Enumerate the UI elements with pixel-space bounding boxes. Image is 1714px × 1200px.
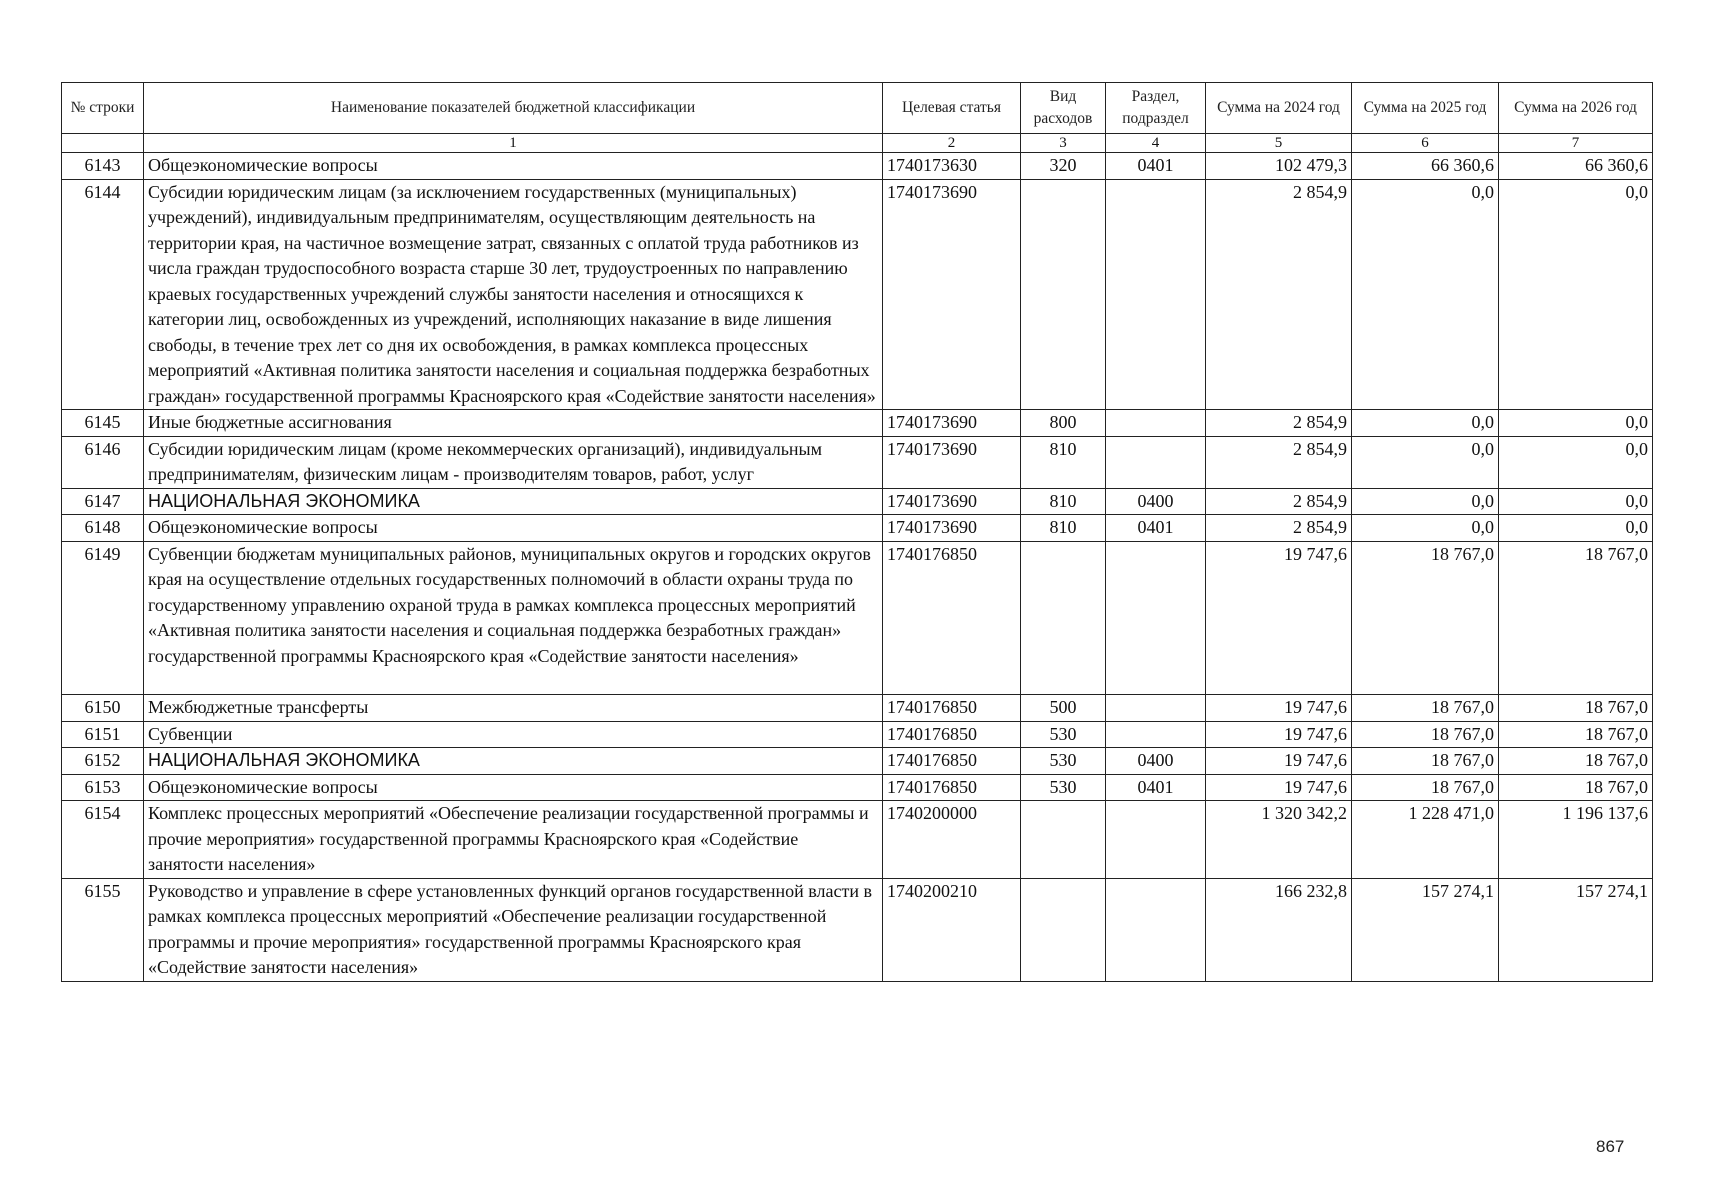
row-target-article: 1740173630 bbox=[883, 153, 1021, 180]
row-target-article: 1740173690 bbox=[883, 436, 1021, 488]
row-target-article: 1740176850 bbox=[883, 695, 1021, 722]
row-sum-2025: 0,0 bbox=[1352, 179, 1499, 410]
row-target-article: 1740173690 bbox=[883, 488, 1021, 515]
row-number: 6144 bbox=[62, 179, 144, 410]
row-sum-2026: 18 767,0 bbox=[1499, 774, 1653, 801]
row-expense-kind: 530 bbox=[1021, 721, 1106, 748]
header-sum-2024: Сумма на 2024 год bbox=[1206, 83, 1352, 134]
header-section: Раздел, подраздел bbox=[1106, 83, 1206, 134]
row-expense-kind: 530 bbox=[1021, 774, 1106, 801]
row-expense-kind bbox=[1021, 878, 1106, 981]
row-expense-kind: 530 bbox=[1021, 748, 1106, 775]
row-target-article: 1740173690 bbox=[883, 179, 1021, 410]
row-expense-kind: 810 bbox=[1021, 515, 1106, 542]
row-section: 0401 bbox=[1106, 515, 1206, 542]
column-number: 1 bbox=[144, 134, 883, 153]
table-row bbox=[62, 179, 1653, 410]
row-section bbox=[1106, 410, 1206, 437]
column-number: 4 bbox=[1106, 134, 1206, 153]
column-number: 5 bbox=[1206, 134, 1352, 153]
row-target-article: 1740176850 bbox=[883, 541, 1021, 695]
row-number: 6146 bbox=[62, 436, 144, 488]
row-target-article: 1740173690 bbox=[883, 515, 1021, 542]
table-row bbox=[62, 748, 1653, 775]
row-sum-2024: 102 479,3 bbox=[1206, 153, 1352, 180]
row-sum-2026: 157 274,1 bbox=[1499, 878, 1653, 981]
table-row bbox=[62, 410, 1653, 437]
row-section: 0401 bbox=[1106, 774, 1206, 801]
table-row bbox=[62, 695, 1653, 722]
table-row bbox=[62, 878, 1653, 981]
row-sum-2025: 18 767,0 bbox=[1352, 774, 1499, 801]
table-row bbox=[62, 801, 1653, 879]
row-expense-kind bbox=[1021, 541, 1106, 695]
row-sum-2025: 18 767,0 bbox=[1352, 541, 1499, 695]
row-name: НАЦИОНАЛЬНАЯ ЭКОНОМИКА bbox=[144, 748, 883, 775]
row-sum-2024: 19 747,6 bbox=[1206, 541, 1352, 695]
row-sum-2026: 0,0 bbox=[1499, 436, 1653, 488]
table-row bbox=[62, 541, 1653, 695]
row-name: Субсидии юридическим лицам (за исключением государственных (муниципальных) учреждений), индивидуальным предпринимателям, осуществляющим деятельность на территории края, на частичное возмещение затрат, связанных с оплатой труда работников из числа граждан трудоспособного возраста старше 30 лет, трудоустроенных по направлению краевых государственных учреждений службы занятости населения и относящихся к категории лиц, освобожденных из учреждений, исполняющих наказание в виде лишения свободы, в течение трех лет со дня их освобождения, в рамках комплекса процессных мероприятий «Активная политика занятости населения и социальная поддержка безработных граждан» государственной программы Красноярского края «Содействие занятости населения» bbox=[144, 179, 883, 410]
row-target-article: 1740200000 bbox=[883, 801, 1021, 879]
row-sum-2024: 2 854,9 bbox=[1206, 488, 1352, 515]
header-target-article: Целевая статья bbox=[883, 83, 1021, 134]
row-expense-kind: 500 bbox=[1021, 695, 1106, 722]
header-sum-2025: Сумма на 2025 год bbox=[1352, 83, 1499, 134]
budget-table bbox=[61, 82, 1653, 982]
row-sum-2026: 66 360,6 bbox=[1499, 153, 1653, 180]
page-number: 867 bbox=[1596, 1137, 1625, 1156]
header-row-number: № строки bbox=[62, 83, 144, 134]
row-name: Субвенции бюджетам муниципальных районов, муниципальных округов и городских округов края на осуществление отдельных государственных полномочий в области охраны труда по государственному управлению охраной труда в рамках комплекса процессных мероприятий «Активная политика занятости населения и социальная поддержка безработных граждан» государственной программы Красноярского края «Содействие занятости населения» bbox=[144, 541, 883, 695]
row-target-article: 1740176850 bbox=[883, 774, 1021, 801]
row-expense-kind: 810 bbox=[1021, 436, 1106, 488]
table-row bbox=[62, 721, 1653, 748]
row-number: 6150 bbox=[62, 695, 144, 722]
row-name: НАЦИОНАЛЬНАЯ ЭКОНОМИКА bbox=[144, 488, 883, 515]
row-sum-2026: 0,0 bbox=[1499, 515, 1653, 542]
row-number: 6155 bbox=[62, 878, 144, 981]
header-sum-2026: Сумма на 2026 год bbox=[1499, 83, 1653, 134]
header-expense-kind: Вид расходов bbox=[1021, 83, 1106, 134]
row-sum-2024: 19 747,6 bbox=[1206, 774, 1352, 801]
row-number: 6147 bbox=[62, 488, 144, 515]
header-name: Наименование показателей бюджетной классификации bbox=[144, 83, 883, 134]
table-header bbox=[62, 83, 1653, 153]
row-sum-2025: 18 767,0 bbox=[1352, 748, 1499, 775]
row-number: 6153 bbox=[62, 774, 144, 801]
row-number: 6149 bbox=[62, 541, 144, 695]
row-number: 6143 bbox=[62, 153, 144, 180]
row-name: Иные бюджетные ассигнования bbox=[144, 410, 883, 437]
row-name: Общеэкономические вопросы bbox=[144, 515, 883, 542]
row-sum-2025: 18 767,0 bbox=[1352, 695, 1499, 722]
row-expense-kind bbox=[1021, 179, 1106, 410]
column-number: 3 bbox=[1021, 134, 1106, 153]
table-row bbox=[62, 488, 1653, 515]
row-section: 0400 bbox=[1106, 748, 1206, 775]
row-sum-2025: 0,0 bbox=[1352, 436, 1499, 488]
column-number bbox=[62, 134, 144, 153]
row-name: Субвенции bbox=[144, 721, 883, 748]
budget-sheet bbox=[61, 82, 1652, 982]
table-row bbox=[62, 515, 1653, 542]
row-expense-kind: 810 bbox=[1021, 488, 1106, 515]
table-body bbox=[62, 153, 1653, 982]
row-sum-2025: 0,0 bbox=[1352, 488, 1499, 515]
row-target-article: 1740200210 bbox=[883, 878, 1021, 981]
row-name: Руководство и управление в сфере установленных функций органов государственной власти в рамках комплекса процессных мероприятий «Обеспечение реализации государственной программы и прочие мероприятия» государственной программы Красноярского края «Содействие занятости населения» bbox=[144, 878, 883, 981]
row-section bbox=[1106, 801, 1206, 879]
row-target-article: 1740173690 bbox=[883, 410, 1021, 437]
row-section bbox=[1106, 721, 1206, 748]
column-number: 2 bbox=[883, 134, 1021, 153]
row-name: Комплекс процессных мероприятий «Обеспечение реализации государственной программы и прочие мероприятия» государственной программы Красноярского края «Содействие занятости населения» bbox=[144, 801, 883, 879]
row-sum-2026: 18 767,0 bbox=[1499, 695, 1653, 722]
row-section: 0401 bbox=[1106, 153, 1206, 180]
row-section bbox=[1106, 541, 1206, 695]
row-number: 6151 bbox=[62, 721, 144, 748]
row-expense-kind: 800 bbox=[1021, 410, 1106, 437]
row-target-article: 1740176850 bbox=[883, 721, 1021, 748]
table-row bbox=[62, 436, 1653, 488]
row-sum-2025: 1 228 471,0 bbox=[1352, 801, 1499, 879]
row-name: Общеэкономические вопросы bbox=[144, 774, 883, 801]
table-row bbox=[62, 774, 1653, 801]
row-sum-2024: 2 854,9 bbox=[1206, 179, 1352, 410]
row-number: 6148 bbox=[62, 515, 144, 542]
row-sum-2026: 18 767,0 bbox=[1499, 721, 1653, 748]
row-sum-2024: 2 854,9 bbox=[1206, 410, 1352, 437]
row-sum-2024: 1 320 342,2 bbox=[1206, 801, 1352, 879]
row-sum-2025: 0,0 bbox=[1352, 410, 1499, 437]
row-name: Субсидии юридическим лицам (кроме некоммерческих организаций), индивидуальным предпринимателям, физическим лицам - производителям товаров, работ, услуг bbox=[144, 436, 883, 488]
row-expense-kind: 320 bbox=[1021, 153, 1106, 180]
row-sum-2026: 0,0 bbox=[1499, 488, 1653, 515]
column-numbers-row bbox=[62, 134, 1653, 153]
row-number: 6152 bbox=[62, 748, 144, 775]
row-name: Общеэкономические вопросы bbox=[144, 153, 883, 180]
row-expense-kind bbox=[1021, 801, 1106, 879]
row-sum-2024: 19 747,6 bbox=[1206, 748, 1352, 775]
row-name: Межбюджетные трансферты bbox=[144, 695, 883, 722]
row-section bbox=[1106, 695, 1206, 722]
row-sum-2024: 2 854,9 bbox=[1206, 436, 1352, 488]
row-sum-2025: 157 274,1 bbox=[1352, 878, 1499, 981]
row-number: 6154 bbox=[62, 801, 144, 879]
row-section bbox=[1106, 179, 1206, 410]
row-sum-2026: 1 196 137,6 bbox=[1499, 801, 1653, 879]
row-section bbox=[1106, 878, 1206, 981]
row-sum-2026: 0,0 bbox=[1499, 179, 1653, 410]
column-number: 7 bbox=[1499, 134, 1653, 153]
table-row bbox=[62, 153, 1653, 180]
row-sum-2026: 0,0 bbox=[1499, 410, 1653, 437]
row-sum-2024: 2 854,9 bbox=[1206, 515, 1352, 542]
row-sum-2025: 18 767,0 bbox=[1352, 721, 1499, 748]
row-sum-2024: 166 232,8 bbox=[1206, 878, 1352, 981]
row-sum-2025: 0,0 bbox=[1352, 515, 1499, 542]
row-sum-2026: 18 767,0 bbox=[1499, 748, 1653, 775]
row-section bbox=[1106, 436, 1206, 488]
row-number: 6145 bbox=[62, 410, 144, 437]
row-section: 0400 bbox=[1106, 488, 1206, 515]
row-sum-2024: 19 747,6 bbox=[1206, 695, 1352, 722]
column-number: 6 bbox=[1352, 134, 1499, 153]
row-sum-2026: 18 767,0 bbox=[1499, 541, 1653, 695]
row-sum-2025: 66 360,6 bbox=[1352, 153, 1499, 180]
row-sum-2024: 19 747,6 bbox=[1206, 721, 1352, 748]
row-target-article: 1740176850 bbox=[883, 748, 1021, 775]
